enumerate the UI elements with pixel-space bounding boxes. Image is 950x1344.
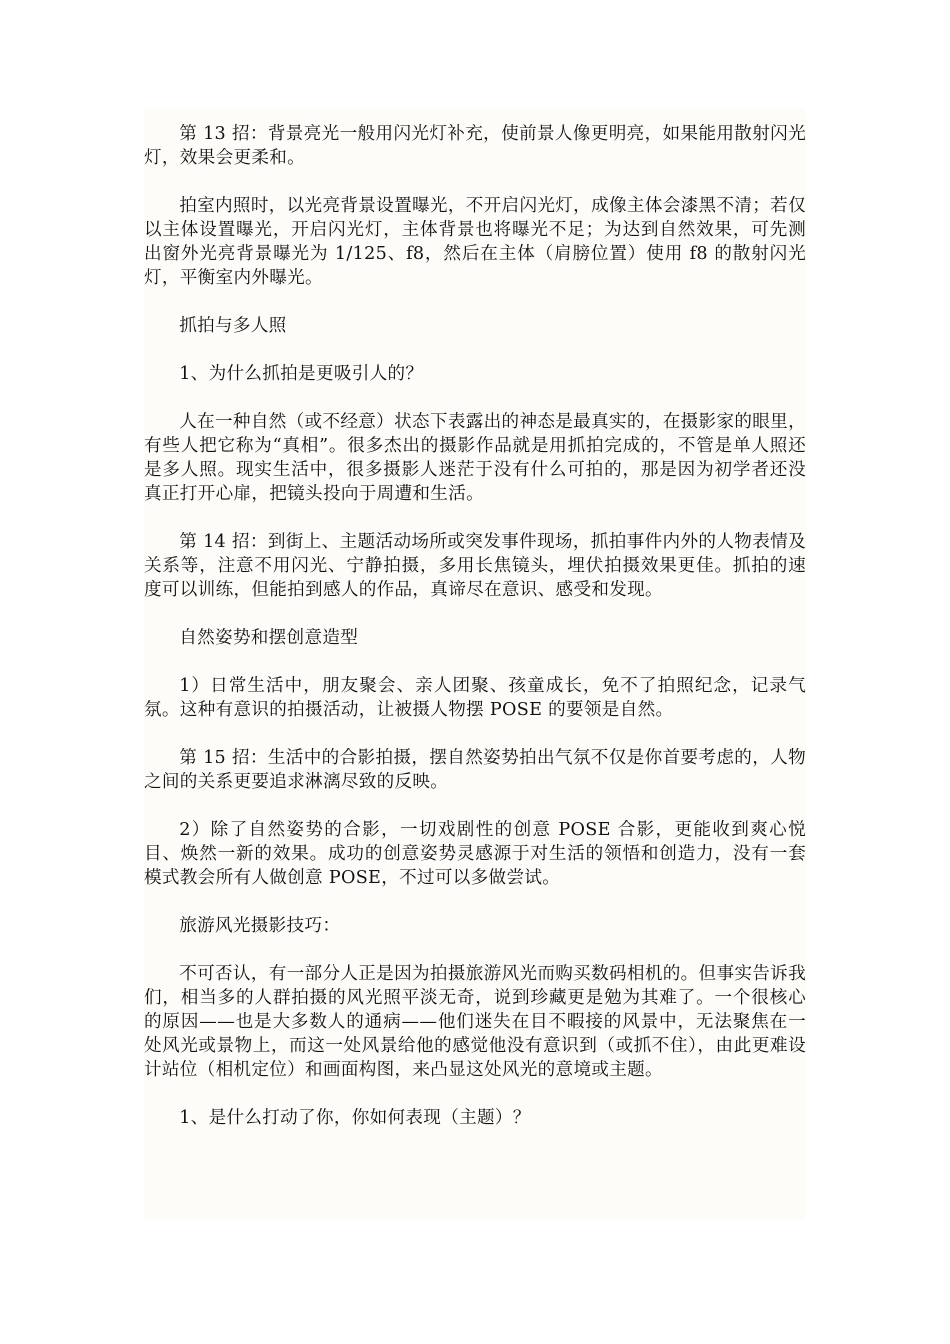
paragraph-indoor-exposure: 拍室内照时，以光亮背景设置曝光，不开启闪光灯，成像主体会漆黑不清；若仅以主体设置曝光，开启闪光灯，主体背景也将曝光不足；为达到自然效果，可先测出窗外光亮背景曝光为 1/125、f8，然后在主体（肩膀位置）使用 f8 的散射闪光灯，平衡室内外曝光。 (144, 196, 806, 288)
paragraph-travel-landscape: 不可否认，有一部分人正是因为拍摄旅游风光而购买数码相机的。但事实告诉我们，相当多的人群拍摄的风光照平淡无奇，说到珍藏更是勉为其难了。一个很核心的原因——也是大多数人的通病——他们迷失在目不暇接的风景中，无法聚焦在一处风光或景物上，而这一处风景给他的感觉他没有意识到（或抓不住），由此更难设计站位（相机定位）和画面构图，来凸显这处风光的意境或主题。 (144, 964, 806, 1080)
section-heading-pose: 自然姿势和摆创意造型 (179, 628, 359, 648)
paragraph-tip-13: 第 13 招：背景亮光一般用闪光灯补充，使前景人像更明亮，如果能用散射闪光灯，效果会更柔和。 (144, 124, 806, 168)
question-what-moved-you: 1、是什么打动了你，你如何表现（主题）？ (179, 1108, 531, 1128)
section-heading-travel: 旅游风光摄影技巧： (179, 916, 341, 936)
paragraph-tip-15: 第 15 招：生活中的合影拍摄，摆自然姿势拍出气氛不仅是你首要考虑的，人物之间的关系更要追求淋漓尽致的反映。 (144, 748, 806, 792)
paragraph-daily-life: 1）日常生活中，朋友聚会、亲人团聚、孩童成长，免不了拍照纪念，记录气氛。这种有意识的拍摄活动，让被摄人物摆 POSE 的要领是自然。 (144, 676, 806, 720)
paragraph-natural-state: 人在一种自然（或不经意）状态下表露出的神态是最真实的，在摄影家的眼里，有些人把它称为“真相”。很多杰出的摄影作品就是用抓拍完成的，不管是单人照还是多人照。现实生活中，很多摄影人迷茫于没有什么可拍的，那是因为初学者还没真正打开心扉，把镜头投向于周遭和生活。 (144, 412, 806, 504)
text-body (144, 108, 806, 1220)
paragraph-tip-14: 第 14 招：到街上、主题活动场所或突发事件现场，抓拍事件内外的人物表情及关系等，注意不用闪光、宁静拍摄，多用长焦镜头，埋伏拍摄效果更佳。抓拍的速度可以训练，但能拍到感人的作品，真谛尽在意识、感受和发现。 (144, 532, 806, 600)
section-heading-snapshot: 抓拍与多人照 (179, 316, 287, 336)
question-why-snapshot: 1、为什么抓拍是更吸引人的？ (179, 364, 424, 384)
paragraph-creative-pose: 2）除了自然姿势的合影，一切戏剧性的创意 POSE 合影，更能收到爽心悦目、焕然一新的效果。成功的创意姿势灵感源于对生活的领悟和创造力，没有一套模式教会所有人做创意 POSE，不过可以多做尝试。 (144, 820, 806, 888)
